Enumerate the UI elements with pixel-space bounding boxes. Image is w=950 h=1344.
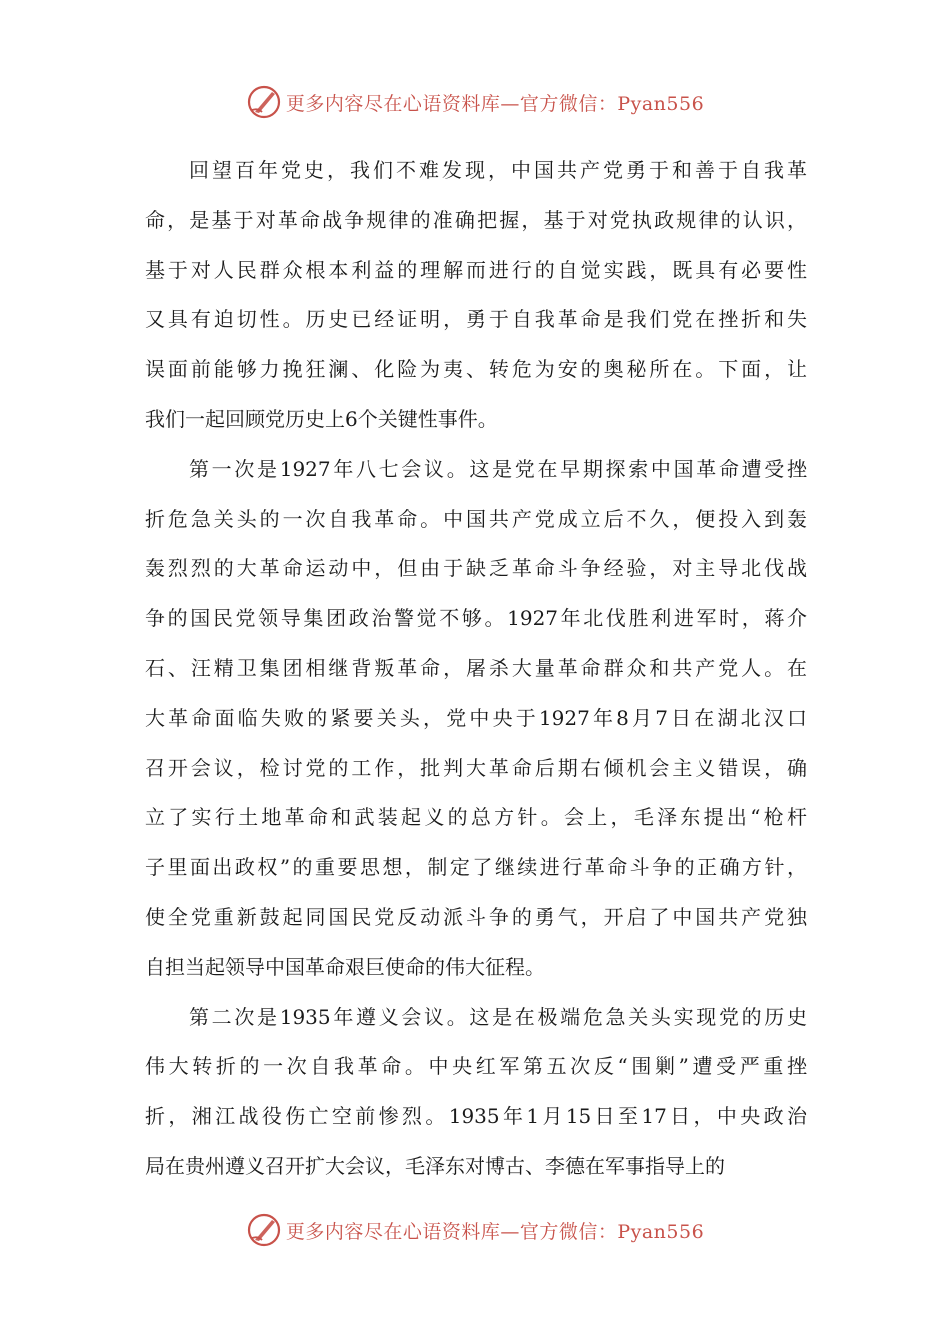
paragraph-line: 轰烈烈的大革命运动中，但由于缺乏革命斗争经验，对主导北伐战 bbox=[145, 556, 807, 581]
document-body bbox=[145, 146, 807, 1192]
paragraph-line: 回望百年党史，我们不难发现，中国共产党勇于和善于自我革 bbox=[189, 158, 807, 182]
paragraph-line: 第一次是1927年八七会议。这是党在早期探索中国革命遭受挫 bbox=[189, 456, 807, 481]
watermark-banner-top bbox=[0, 82, 950, 122]
paragraph-line: 又具有迫切性。历史已经证明，勇于自我革命是我们党在挫折和失 bbox=[145, 307, 807, 332]
paragraph-line: 伟大转折的一次自我革命。中央红军第五次反“围剿”遭受严重挫 bbox=[145, 1054, 807, 1079]
watermark-text: 更多内容尽在心语资料库—官方微信：Pyan556 bbox=[285, 1220, 705, 1243]
paragraph-line: 石、汪精卫集团相继背叛革命，屠杀大量革命群众和共产党人。在 bbox=[145, 655, 807, 680]
paragraph-line: 立了实行土地革命和武装起义的总方针。会上，毛泽东提出“枪杆 bbox=[145, 805, 807, 830]
paragraph-line: 第二次是1935年遵义会议。这是在极端危急关头实现党的历史 bbox=[189, 1004, 807, 1029]
paragraph-line: 折，湘江战役伤亡空前惨烈。1935年1月15日至17日，中央政治 bbox=[145, 1104, 807, 1129]
paragraph-line: 大革命面临失败的紧要关头，党中央于1927年8月7日在湖北汉口 bbox=[145, 705, 807, 730]
paragraph-line: 我们一起回顾党历史上6个关键性事件。 bbox=[145, 406, 498, 431]
paragraph-line: 折危急关头的一次自我革命。中国共产党成立后不久，便投入到轰 bbox=[145, 506, 807, 531]
paragraph-line: 命，是基于对革命战争规律的准确把握，基于对党执政规律的认识， bbox=[145, 207, 807, 232]
paragraph-line: 争的国民党领导集团政治警觉不够。1927年北伐胜利进军时，蒋介 bbox=[145, 606, 807, 631]
paragraph-line: 局在贵州遵义召开扩大会议，毛泽东对博古、李德在军事指导上的 bbox=[145, 1153, 725, 1178]
paragraph-line: 子里面出政权”的重要思想，制定了继续进行革命斗争的正确方针， bbox=[145, 855, 807, 880]
watermark-banner-bottom bbox=[0, 1210, 950, 1250]
quill-logo-icon bbox=[246, 1212, 282, 1248]
paragraph-line: 自担当起领导中国革命艰巨使命的伟大征程。 bbox=[145, 954, 545, 979]
paragraph-line: 误面前能够力挽狂澜、化险为夷、转危为安的奥秘所在。下面，让 bbox=[145, 357, 807, 382]
paragraph-line: 召开会议，检讨党的工作，批判大革命后期右倾机会主义错误，确 bbox=[145, 755, 807, 780]
quill-logo-icon bbox=[246, 84, 282, 120]
paragraph-line: 基于对人民群众根本利益的理解而进行的自觉实践，既具有必要性 bbox=[145, 257, 807, 282]
paragraph-line: 使全党重新鼓起同国民党反动派斗争的勇气，开启了中国共产党独 bbox=[145, 904, 807, 929]
watermark-text: 更多内容尽在心语资料库—官方微信：Pyan556 bbox=[285, 92, 705, 115]
